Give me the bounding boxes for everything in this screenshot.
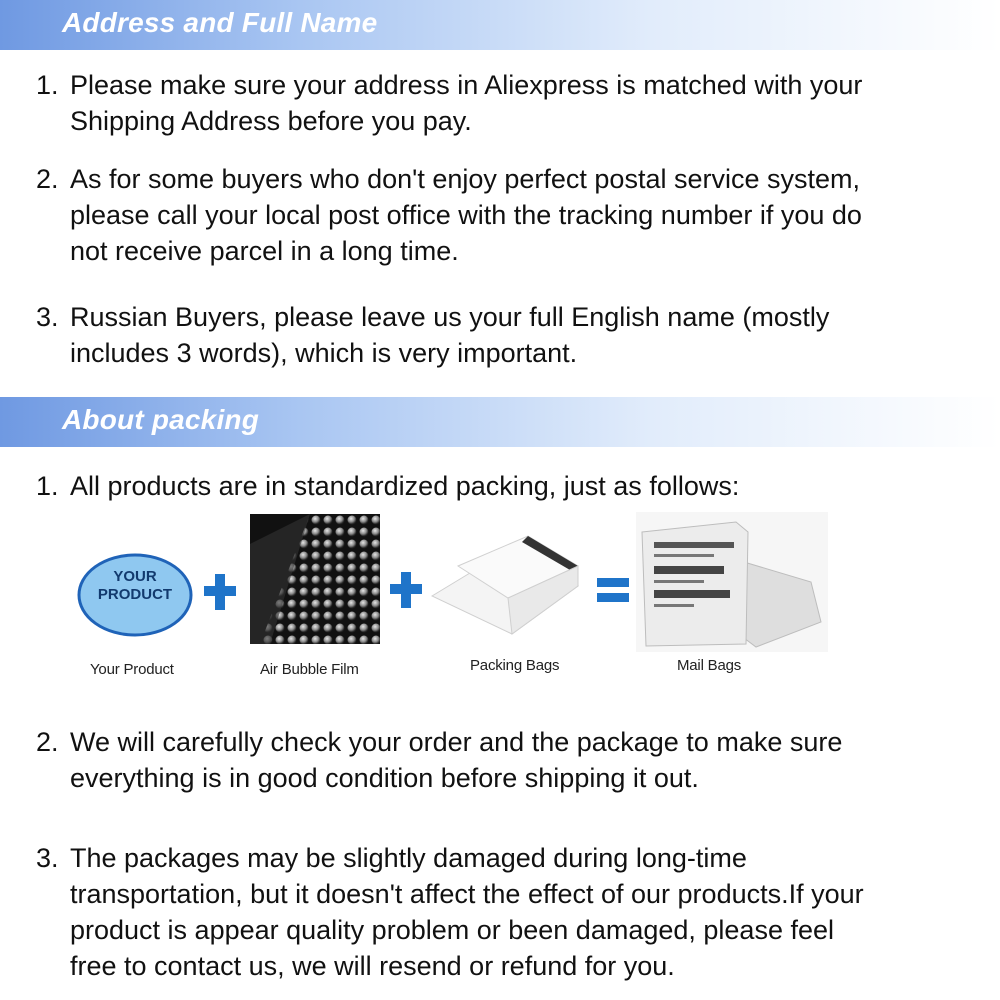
product-text-line: YOUR [113,568,157,585]
packing-diagram [70,512,830,692]
section-header-address [0,0,1000,50]
item-number: 3. [36,302,59,332]
item-line: transportation, but it doesn't affect the effect of our products.If your [70,879,864,909]
list-item [36,161,976,269]
item-line: everything is in good condition before shipping it out. [70,763,699,793]
item-line: We will carefully check your order and the package to make sure [70,727,843,757]
list-item [36,840,976,984]
packing-bags-image [428,526,588,646]
item-number: 2. [36,727,59,757]
item-line: Please make sure your address in Aliexpress is matched with your [70,70,863,100]
label-mail-bags: Mail Bags [677,657,742,674]
equals-icon [595,572,631,608]
item-line: not receive parcel in a long time. [70,236,459,266]
product-text [76,568,194,604]
item-line: free to contact us, we will resend or refund for you. [70,951,675,981]
section-title-packing: About packing [62,404,260,435]
item-line: Shipping Address before you pay. [70,106,472,136]
air-bubble-film-image [250,514,380,644]
label-your-product: Your Product [90,661,174,678]
item-line: product is appear quality problem or been damaged, please feel [70,915,834,945]
item-line: As for some buyers who don't enjoy perfect postal service system, [70,164,861,194]
list-item [36,468,976,504]
item-number: 1. [36,471,59,501]
item-line: All products are in standardized packing, just as follows: [70,471,740,501]
item-number: 3. [36,843,59,873]
list-item [36,724,976,796]
list-item [36,299,976,371]
label-packing-bags: Packing Bags [470,657,560,674]
label-air-bubble-film: Air Bubble Film [260,661,359,678]
product-text-line: PRODUCT [97,586,173,603]
item-line: Russian Buyers, please leave us your full English name (mostly [70,302,830,332]
item-number: 2. [36,164,59,194]
plus-icon [388,570,424,610]
section-title-address: Address and Full Name [62,7,378,38]
plus-icon [202,572,238,612]
item-number: 1. [36,70,59,100]
section-header-packing [0,397,1000,447]
item-line: includes 3 words), which is very important. [70,338,578,368]
item-line: please call your local post office with the tracking number if you do [70,200,862,230]
mail-bags-image [636,512,828,652]
item-line: The packages may be slightly damaged during long-time [70,843,747,873]
list-item [36,67,976,139]
